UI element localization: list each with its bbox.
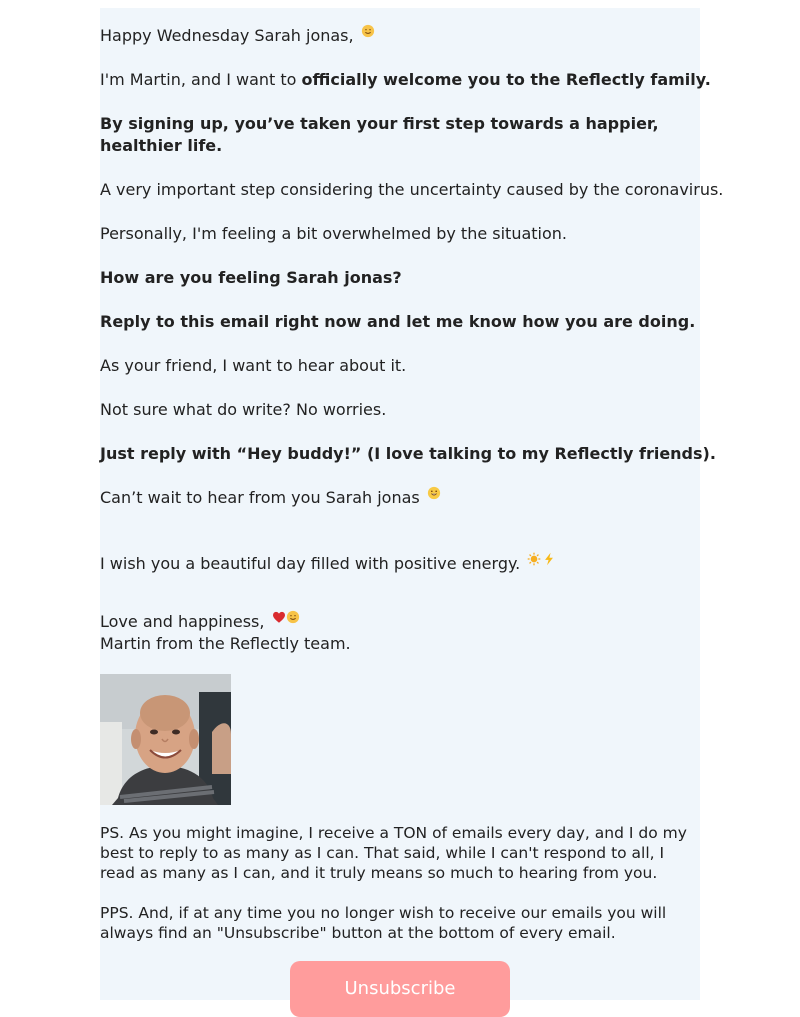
welcome-emphasis: officially welcome you to the Reflectly family. (301, 70, 711, 89)
sign-off-text: Love and happiness, (100, 612, 265, 631)
smiling-face-icon (361, 24, 375, 38)
email-body (100, 8, 724, 1000)
sign-off-line (100, 611, 700, 633)
greeting-text: Happy Wednesday Sarah jonas, (100, 26, 354, 45)
ps-text: PS. As you might imagine, I receive a TON of emails every day, and I do my best to reply to as many as I can. That said, while I can't respond to all, I read as many as I can, and it truly means so much to hearing from you. (100, 824, 687, 882)
wish-line (100, 553, 700, 575)
friend-text: As your friend, I want to hear about it. (100, 356, 407, 375)
greeting-line (100, 25, 700, 47)
reply-request: Reply to this email right now and let me know how you are doing. (100, 312, 696, 331)
martin-profile-photo (100, 674, 231, 805)
sun-icon (527, 552, 541, 566)
pps-text: PPS. And, if at any time you no longer wish to receive our emails you will always find an "Unsubscribe" button at the bottom of every email. (100, 904, 667, 942)
signup-statement: By signing up, you’ve taken your first step towards a happier, healthier life. (100, 114, 659, 155)
wish-text: I wish you a beautiful day filled with positive energy. (100, 554, 521, 573)
feeling-question: How are you feeling Sarah jonas? (100, 268, 402, 287)
smiling-face-icon (286, 610, 300, 624)
cant-wait-text: Can’t wait to hear from you Sarah jonas (100, 488, 420, 507)
signature-text: Martin from the Reflectly team. (100, 634, 351, 653)
unsubscribe-button[interactable]: Unsubscribe (290, 961, 510, 1017)
lightning-icon (542, 552, 556, 566)
cant-wait-line (100, 487, 700, 509)
important-step-text: A very important step considering the uncertainty caused by the coronavirus. (100, 180, 724, 199)
intro-line (100, 69, 711, 91)
overwhelmed-text: Personally, I'm feeling a bit overwhelmed by the situation. (100, 224, 567, 243)
grinning-face-icon (427, 486, 441, 500)
intro-plain-text: I'm Martin, and I want to (100, 70, 302, 89)
reply-suggestion: Just reply with “Hey buddy!” (I love talking to my Reflectly friends). (100, 444, 716, 463)
red-heart-icon (272, 610, 286, 624)
not-sure-text: Not sure what do write? No worries. (100, 400, 387, 419)
